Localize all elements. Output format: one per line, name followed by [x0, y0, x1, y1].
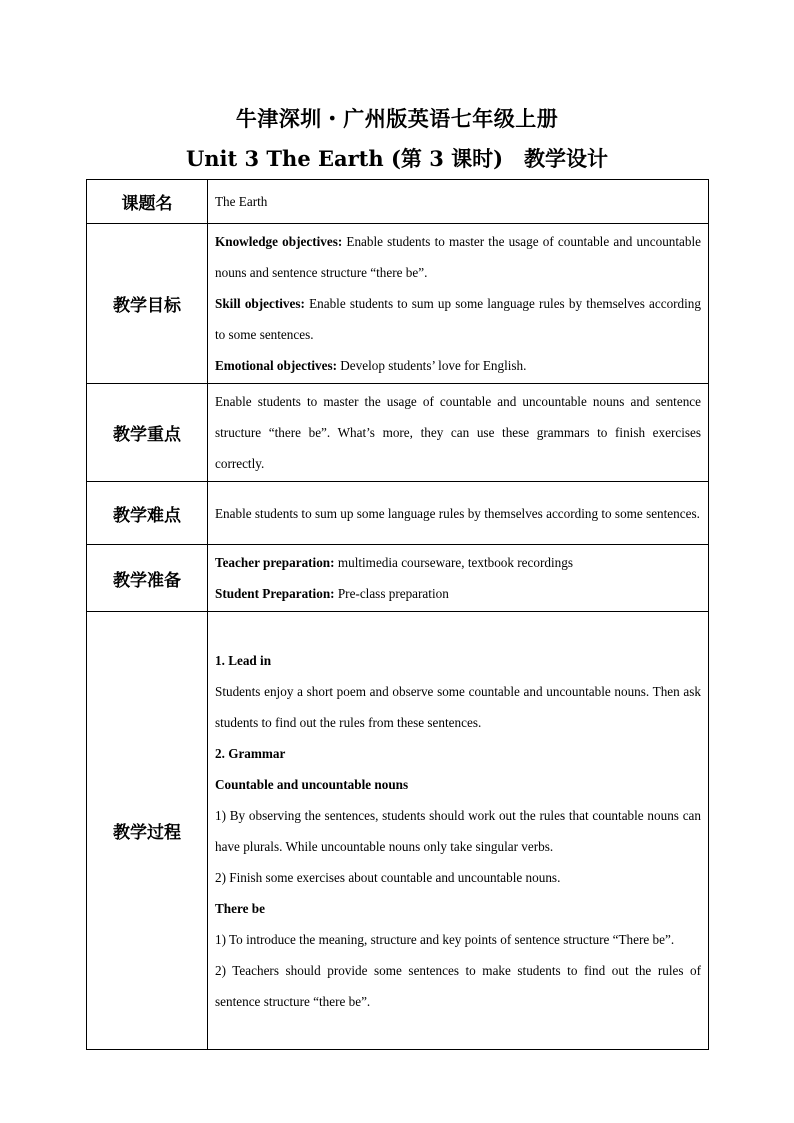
- row-objectives: [87, 224, 709, 384]
- difficulties-text: Enable students to sum up some language rules by themselves according to some sentences.: [215, 505, 700, 521]
- skill-objectives: [215, 288, 701, 350]
- emotional-objectives: [215, 350, 701, 381]
- key-points-text: Enable students to master the usage of countable and uncountable nouns and sentence structure “there be”. What’s more, they can use these grammars to finish exercises correctly.: [215, 394, 701, 471]
- label-preparation: 教学准备: [87, 545, 208, 612]
- knowledge-objectives-heading: Knowledge objectives:: [215, 234, 343, 249]
- student-preparation-heading: Student Preparation:: [215, 586, 335, 601]
- lesson-plan-table: [86, 179, 709, 1050]
- teacher-preparation-heading: Teacher preparation:: [215, 555, 335, 570]
- lead-in-heading: [215, 645, 701, 676]
- knowledge-objectives-text: Enable students to master the usage of countable and uncountable nouns and sentence structure “there be”.: [215, 234, 702, 280]
- row-key-points: [87, 384, 709, 482]
- value-key-points: [208, 384, 709, 482]
- label-difficulties: 教学难点: [87, 482, 208, 545]
- document-title: 牛津深圳・广州版英语七年级上册: [235, 106, 559, 131]
- countable-heading: [215, 769, 701, 800]
- student-preparation-text: Pre-class preparation: [334, 586, 449, 601]
- grammar-heading: [215, 738, 701, 769]
- teacher-preparation: [215, 547, 701, 578]
- there-be-heading-text: There be: [215, 900, 265, 916]
- value-preparation: [208, 545, 709, 612]
- emotional-objectives-text: Develop students’ love for English.: [336, 358, 527, 373]
- knowledge-objectives: [215, 226, 701, 288]
- lead-in-text: Students enjoy a short poem and observe some countable and uncountable nouns. Then ask students to find out the rules from these sentences.: [215, 683, 701, 730]
- value-objectives: [208, 224, 709, 384]
- row-process: [87, 612, 709, 1050]
- value-difficulties: [208, 482, 709, 545]
- there-be-heading: [215, 893, 701, 924]
- skill-objectives-heading: Skill objectives:: [215, 296, 305, 311]
- row-topic: [87, 180, 709, 224]
- lead-in-heading-text: 1. Lead in: [215, 652, 272, 668]
- value-process: [208, 612, 709, 1050]
- teacher-preparation-text: multimedia courseware, textbook recordings: [334, 555, 573, 570]
- grammar-heading-text: 2. Grammar: [215, 745, 286, 761]
- row-difficulties: [87, 482, 709, 545]
- label-process: 教学过程: [87, 612, 208, 1050]
- skill-objectives-text: Enable students to sum up some language rules by themselves according to some sentences.: [215, 296, 701, 342]
- countable-step-1: 1) By observing the sentences, students should work out the rules that countable nouns can have plurals. While uncountable nouns only take singular verbs.: [215, 807, 701, 854]
- countable-heading-text: Countable and uncountable nouns: [215, 776, 409, 792]
- student-preparation: [215, 578, 701, 609]
- label-key-points: 教学重点: [87, 384, 208, 482]
- document-subtitle: Unit 3 The Earth (第 3 课时) 教学设计: [185, 146, 609, 171]
- label-objectives: 教学目标: [87, 224, 208, 384]
- emotional-objectives-heading: Emotional objectives:: [215, 358, 337, 373]
- there-be-step-1: 1) To introduce the meaning, structure and key points of sentence structure “There be”.: [215, 931, 675, 947]
- there-be-step-2: 2) Teachers should provide some sentences to make students to find out the rules of sentence structure “there be”.: [215, 962, 701, 1009]
- countable-step-2: 2) Finish some exercises about countable and uncountable nouns.: [215, 869, 561, 885]
- row-preparation: [87, 545, 709, 612]
- topic-text: The Earth: [215, 194, 268, 209]
- value-topic: [208, 180, 709, 224]
- label-topic: 课题名: [87, 180, 208, 224]
